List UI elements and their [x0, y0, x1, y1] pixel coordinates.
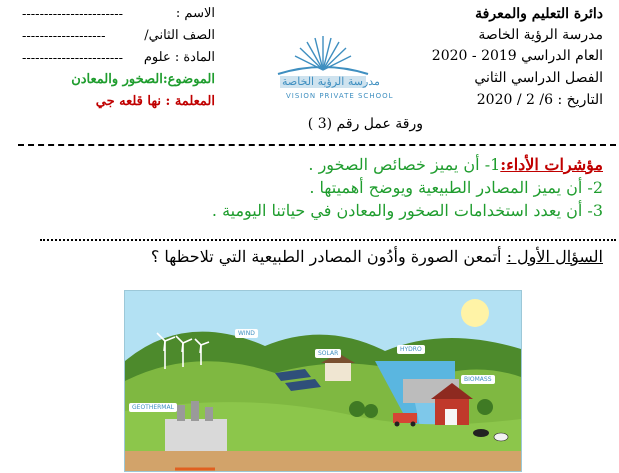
- sign-hydro: HYDRO: [397, 345, 425, 354]
- class-label: الصف الثاني/: [144, 28, 215, 43]
- header-separator: [18, 144, 616, 146]
- name-label: الاسم :: [175, 6, 215, 21]
- question-1-text: أتمعن الصورة وأدُون المصادر الطبيعية التي تلاحظها ؟: [150, 247, 502, 266]
- subject-blank[interactable]: -----------------------: [22, 51, 124, 66]
- indicators-label: مؤشرات الأداء:: [500, 155, 603, 174]
- indicator-3: 3- أن يعدد استخدامات الصخور والمعادن في حياتنا اليومية .: [211, 201, 603, 220]
- indicators-separator: [40, 239, 616, 241]
- class-blank[interactable]: -------------------: [22, 29, 106, 44]
- sign-solar: SOLAR: [315, 349, 341, 358]
- subject-label: المادة : علوم: [143, 50, 215, 65]
- name-blank[interactable]: -----------------------: [22, 7, 124, 22]
- logo-arabic-text: مدرسة الرؤية الخاصة: [282, 75, 380, 88]
- sign-wind: WIND: [235, 329, 258, 338]
- directorate-name: دائرة التعليم والمعرفة: [475, 6, 603, 22]
- semester: الفصل الدراسي الثاني: [474, 70, 603, 86]
- sun-shape: [461, 299, 489, 327]
- logo-english-text: VISION PRIVATE SCHOOL: [286, 92, 394, 100]
- question-1: [151, 247, 603, 266]
- school-logo: [258, 30, 394, 108]
- teacher-name: المعلمة : نها قلعه جي: [95, 94, 215, 109]
- worksheet-number: ورقة عمل رقم (3 ): [307, 116, 423, 132]
- topic: الموضوع:الصخور والمعادن: [71, 72, 215, 87]
- renewable-energy-illustration: [124, 290, 522, 472]
- school-name: مدرسة الرؤية الخاصة: [478, 27, 603, 43]
- academic-year: العام الدراسي 2019 - 2020: [431, 48, 603, 64]
- date: التاريخ : 6/ 2 / 2020: [476, 92, 603, 108]
- indicator-line-1: [308, 155, 603, 174]
- indicator-1: 1- أن يميز خصائص الصخور .: [308, 155, 501, 174]
- indicator-2: 2- أن يميز المصادر الطبيعية ويوضح أهميتها .: [309, 178, 603, 197]
- sign-geothermal: GEOTHERMAL: [129, 403, 177, 412]
- question-1-label: السؤال الأول :: [506, 247, 603, 266]
- sign-biomass: BIOMASS: [461, 375, 495, 384]
